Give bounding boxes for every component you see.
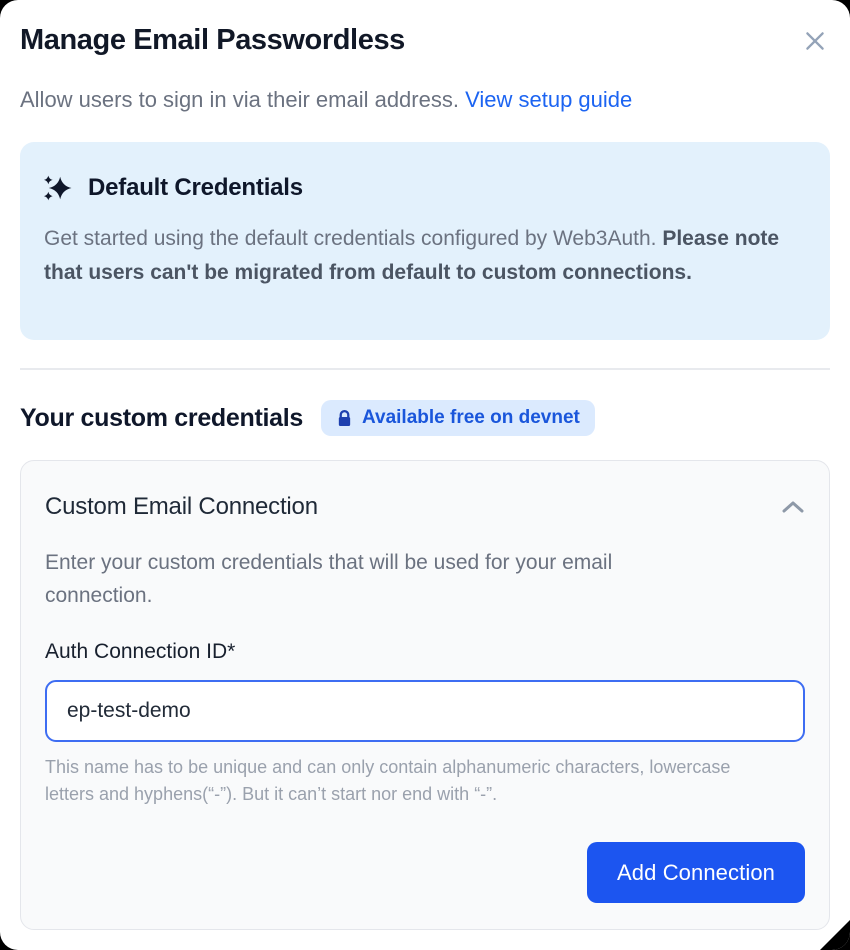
devnet-badge-label: Available free on devnet bbox=[362, 407, 580, 429]
devnet-badge bbox=[321, 400, 595, 436]
sparkles-icon bbox=[44, 175, 72, 201]
default-credentials-warning: Please note that users can't be migrated from default to custom connections. bbox=[44, 227, 780, 284]
modal-subtitle bbox=[20, 85, 830, 116]
default-credentials-text: Get started using the default credentials configured by Web3Auth. bbox=[44, 227, 657, 251]
chevron-up-icon[interactable] bbox=[781, 499, 805, 515]
card-title: Custom Email Connection bbox=[45, 493, 318, 521]
close-button[interactable] bbox=[800, 26, 830, 56]
auth-connection-id-input[interactable] bbox=[45, 680, 805, 742]
lock-icon bbox=[336, 409, 353, 427]
page-title: Manage Email Passwordless bbox=[20, 24, 405, 56]
default-credentials-panel bbox=[20, 142, 830, 340]
default-credentials-body bbox=[44, 222, 784, 289]
section-divider bbox=[20, 368, 830, 370]
mouse-cursor-artifact bbox=[820, 920, 850, 950]
close-icon bbox=[802, 28, 828, 54]
subtitle-text: Allow users to sign in via their email address. bbox=[20, 87, 459, 113]
view-setup-guide-link[interactable]: View setup guide bbox=[465, 87, 633, 113]
custom-credentials-heading: Your custom credentials bbox=[20, 403, 303, 432]
card-description: Enter your custom credentials that will be used for your email connection. bbox=[45, 551, 613, 607]
card-accordion-header[interactable] bbox=[45, 493, 805, 521]
auth-connection-id-label: Auth Connection ID* bbox=[45, 640, 236, 664]
default-credentials-title: Default Credentials bbox=[88, 174, 303, 202]
input-helper-text: This name has to be unique and can only contain alphanumeric characters, lowercase letters and hyphens(“-”). But it can’t start nor end with “-”. bbox=[45, 757, 731, 805]
custom-email-connection-card bbox=[20, 460, 830, 930]
card-actions bbox=[45, 842, 805, 903]
modal-header bbox=[20, 24, 830, 57]
custom-credentials-section bbox=[20, 400, 830, 436]
default-credentials-header bbox=[44, 174, 806, 202]
add-connection-button[interactable]: Add Connection bbox=[587, 842, 805, 903]
